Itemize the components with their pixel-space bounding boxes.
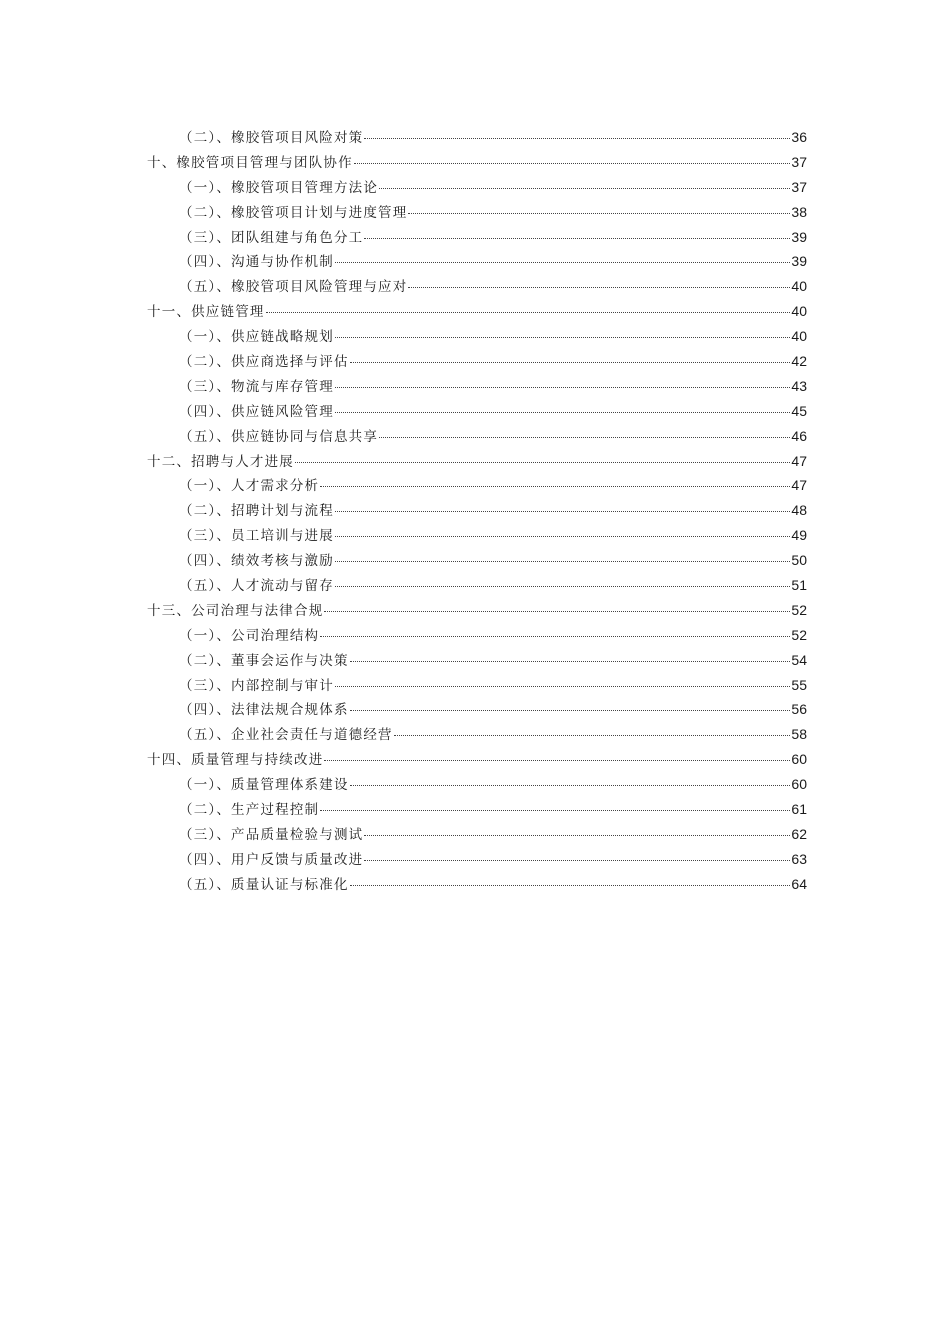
- toc-entry-page: 60: [791, 776, 807, 793]
- dot-leader: [394, 735, 791, 736]
- toc-entry-title: （二）、橡胶管项目风险对策: [179, 130, 364, 146]
- toc-entry[interactable]: [147, 226, 807, 251]
- toc-entry-page: 37: [791, 153, 807, 170]
- toc-entry[interactable]: [147, 325, 807, 350]
- toc-entry-page: 36: [791, 129, 807, 145]
- dot-leader: [350, 785, 791, 786]
- toc-entry[interactable]: [147, 375, 807, 400]
- toc-entry-page: 47: [791, 452, 807, 469]
- toc-entry-page: 40: [791, 278, 807, 295]
- toc-entry-page: 45: [791, 402, 807, 419]
- dot-leader: [295, 462, 790, 463]
- toc-entry-title: 十、橡胶管项目管理与团队协作: [147, 154, 353, 171]
- toc-entry-title: （三）、团队组建与角色分工: [179, 229, 364, 246]
- dot-leader: [324, 760, 790, 761]
- toc-entry-page: 43: [791, 377, 807, 394]
- toc-entry-page: 63: [791, 850, 807, 867]
- toc-entry[interactable]: [147, 151, 807, 176]
- toc-entry-page: 39: [791, 228, 807, 245]
- toc-entry-title: （三）、物流与库存管理: [179, 378, 334, 395]
- toc-entry-title: （一）、公司治理结构: [179, 627, 320, 644]
- toc-entry-page: 51: [791, 577, 807, 594]
- dot-leader: [364, 835, 790, 836]
- toc-entry[interactable]: [147, 624, 807, 649]
- dot-leader: [320, 486, 790, 487]
- toc-entry-title: （二）、董事会运作与决策: [179, 652, 349, 669]
- toc-entry[interactable]: [147, 350, 807, 375]
- toc-entry-title: （一）、质量管理体系建设: [179, 777, 349, 794]
- toc-entry-title: 十四、质量管理与持续改进: [147, 752, 324, 769]
- toc-entry[interactable]: [147, 126, 807, 151]
- toc-entry[interactable]: [147, 275, 807, 300]
- dot-leader: [350, 885, 791, 886]
- toc-entry-title: （二）、招聘计划与流程: [179, 503, 334, 520]
- dot-leader: [335, 686, 790, 687]
- dot-leader: [364, 138, 790, 139]
- toc-entry[interactable]: [147, 798, 807, 823]
- toc-entry-title: （二）、生产过程控制: [179, 802, 320, 819]
- toc-entry-page: 39: [791, 253, 807, 270]
- dot-leader: [335, 561, 790, 562]
- toc-entry[interactable]: [147, 176, 807, 201]
- toc-entry[interactable]: [147, 748, 807, 773]
- dot-leader: [354, 163, 791, 164]
- toc-entry-title: （五）、质量认证与标准化: [179, 876, 349, 893]
- toc-entry[interactable]: [147, 873, 807, 898]
- toc-entry[interactable]: [147, 723, 807, 748]
- dot-leader: [335, 412, 790, 413]
- toc-entry-title: （一）、人才需求分析: [179, 478, 320, 495]
- toc-entry[interactable]: [147, 425, 807, 450]
- toc-entry-title: （二）、供应商选择与评估: [179, 354, 349, 371]
- dot-leader: [266, 312, 791, 313]
- toc-entry[interactable]: [147, 674, 807, 699]
- toc-entry-title: （二）、橡胶管项目计划与进度管理: [179, 204, 408, 221]
- toc-entry-page: 52: [791, 626, 807, 643]
- dot-leader: [350, 362, 791, 363]
- toc-entry-title: （五）、人才流动与留存: [179, 578, 334, 595]
- dot-leader: [364, 238, 790, 239]
- toc-entry-title: （五）、橡胶管项目风险管理与应对: [179, 279, 408, 296]
- toc-entry[interactable]: [147, 250, 807, 275]
- toc-entry-page: 49: [791, 527, 807, 544]
- toc-entry[interactable]: [147, 773, 807, 798]
- toc-entry-page: 48: [791, 502, 807, 519]
- toc-entry-page: 62: [791, 825, 807, 842]
- toc-entry[interactable]: [147, 400, 807, 425]
- toc-entry-page: 54: [791, 651, 807, 668]
- toc-entry-page: 46: [791, 427, 807, 444]
- toc-entry[interactable]: [147, 823, 807, 848]
- toc-entry-page: 52: [791, 601, 807, 618]
- toc-entry[interactable]: [147, 524, 807, 549]
- toc-entry[interactable]: [147, 474, 807, 499]
- toc-entry-page: 60: [791, 751, 807, 768]
- toc-entry[interactable]: [147, 848, 807, 873]
- toc-entry-title: （一）、橡胶管项目管理方法论: [179, 179, 379, 196]
- toc-entry-page: 58: [791, 726, 807, 743]
- toc-entry-title: （五）、供应链协同与信息共享: [179, 428, 379, 445]
- toc-entry-title: （三）、员工培训与进展: [179, 528, 334, 545]
- toc-entry-page: 40: [791, 328, 807, 345]
- dot-leader: [364, 860, 790, 861]
- toc-entry-title: （四）、法律法规合规体系: [179, 702, 349, 719]
- toc-entry-title: 十一、供应链管理: [147, 304, 265, 321]
- toc-entry-title: 十二、招聘与人才进展: [147, 453, 294, 470]
- toc-entry[interactable]: [147, 649, 807, 674]
- dot-leader: [320, 636, 790, 637]
- toc-entry-title: 十三、公司治理与法律合规: [147, 602, 324, 619]
- dot-leader: [408, 287, 790, 288]
- dot-leader: [379, 437, 790, 438]
- toc-entry-page: 47: [791, 477, 807, 494]
- toc-entry-page: 42: [791, 353, 807, 370]
- dot-leader: [350, 710, 791, 711]
- table-of-contents: [147, 126, 807, 898]
- toc-entry-page: 64: [791, 875, 807, 892]
- toc-entry-title: （一）、供应链战略规划: [179, 329, 334, 346]
- toc-entry-page: 55: [791, 676, 807, 693]
- toc-entry-title: （三）、内部控制与审计: [179, 677, 334, 694]
- toc-entry-page: 38: [791, 203, 807, 220]
- dot-leader: [335, 387, 790, 388]
- dot-leader: [335, 262, 790, 263]
- toc-entry[interactable]: [147, 549, 807, 574]
- toc-entry[interactable]: [147, 599, 807, 624]
- toc-entry[interactable]: [147, 201, 807, 226]
- dot-leader: [320, 810, 790, 811]
- toc-entry-title: （三）、产品质量检验与测试: [179, 826, 364, 843]
- toc-entry-title: （五）、企业社会责任与道德经营: [179, 727, 393, 744]
- toc-entry[interactable]: [147, 574, 807, 599]
- dot-leader: [335, 586, 790, 587]
- toc-entry-title: （四）、绩效考核与激励: [179, 553, 334, 570]
- dot-leader: [350, 661, 791, 662]
- toc-entry-page: 40: [791, 303, 807, 320]
- toc-entry-title: （四）、供应链风险管理: [179, 403, 334, 420]
- dot-leader: [335, 511, 790, 512]
- toc-entry[interactable]: [147, 698, 807, 723]
- toc-entry-title: （四）、沟通与协作机制: [179, 254, 334, 271]
- toc-entry-page: 56: [791, 701, 807, 718]
- dot-leader: [379, 188, 790, 189]
- toc-entry-page: 61: [791, 801, 807, 818]
- toc-entry[interactable]: [147, 300, 807, 325]
- dot-leader: [335, 337, 790, 338]
- toc-entry-page: 37: [791, 178, 807, 195]
- dot-leader: [324, 611, 790, 612]
- toc-entry-title: （四）、用户反馈与质量改进: [179, 851, 364, 868]
- toc-entry-page: 50: [791, 552, 807, 569]
- dot-leader: [408, 213, 790, 214]
- toc-entry[interactable]: [147, 450, 807, 475]
- dot-leader: [335, 536, 790, 537]
- toc-entry[interactable]: [147, 499, 807, 524]
